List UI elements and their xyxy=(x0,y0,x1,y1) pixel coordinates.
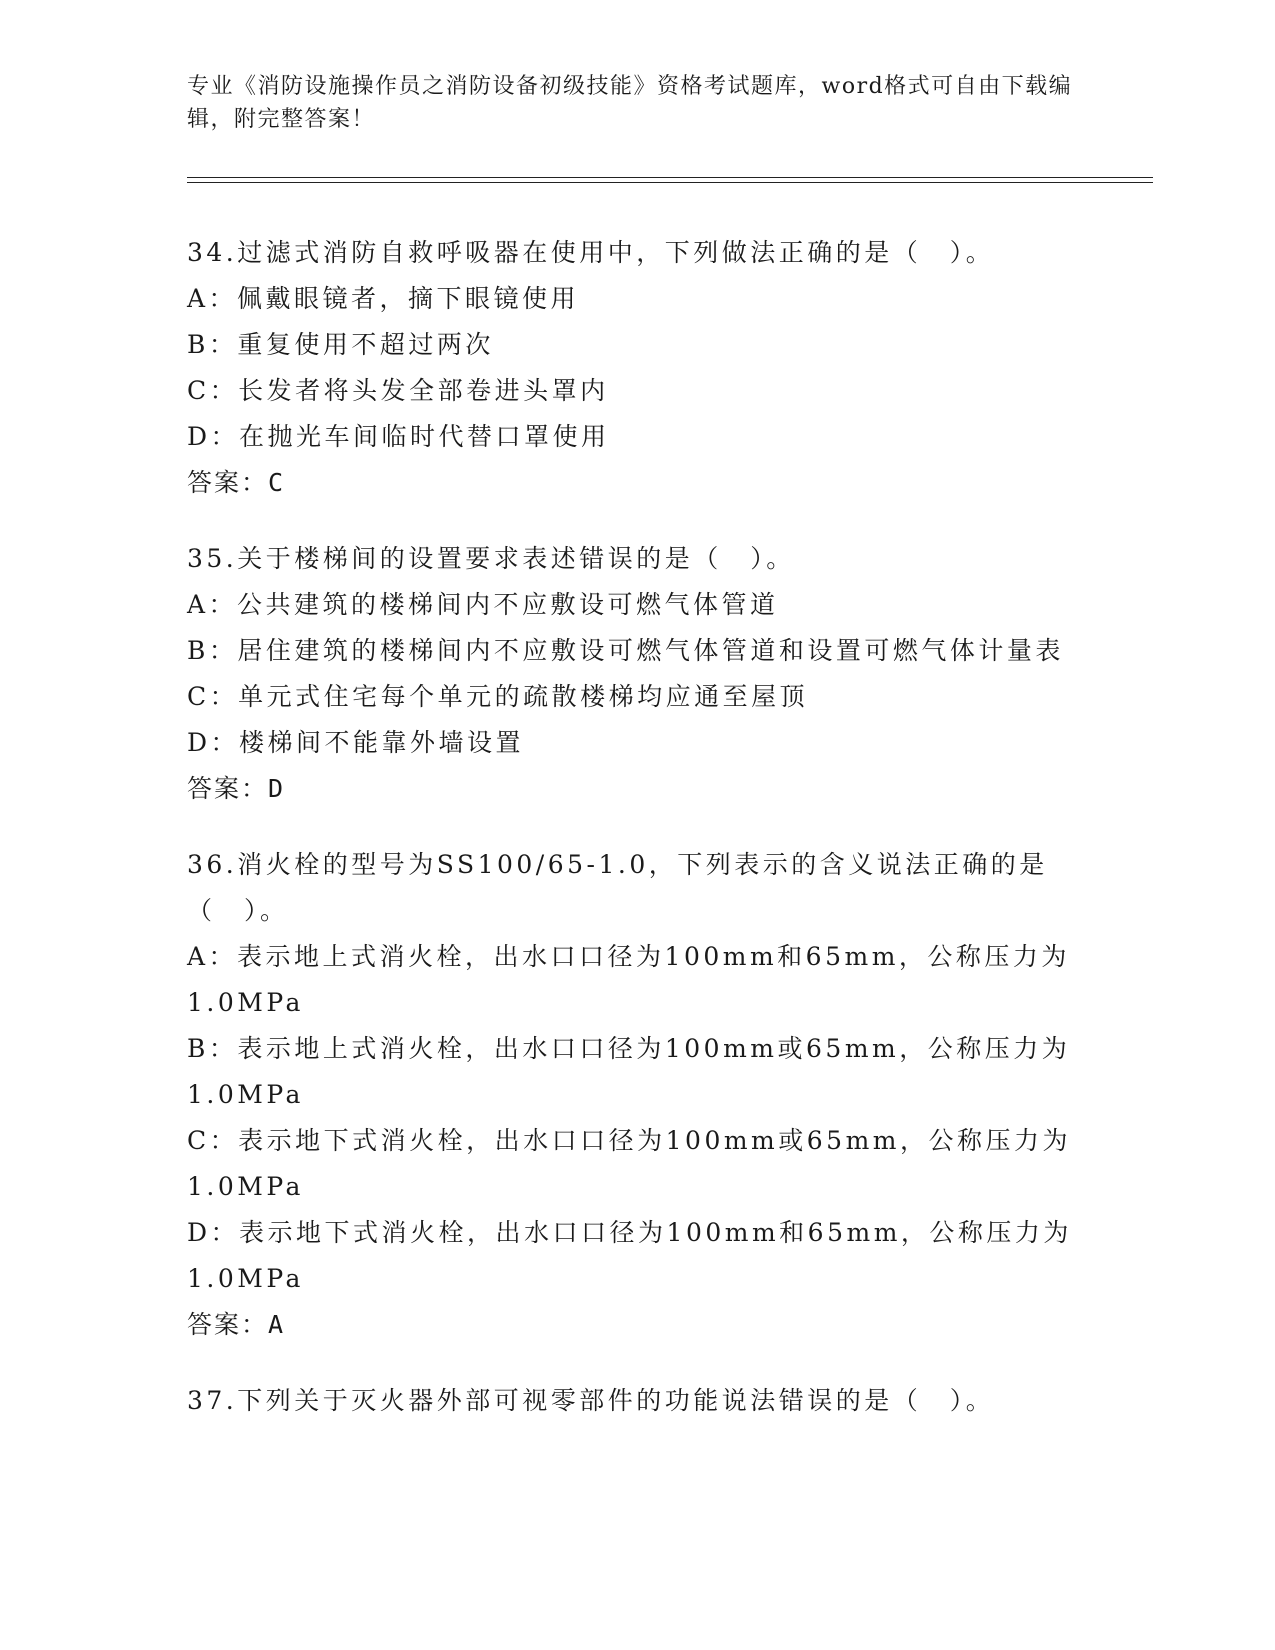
question-stem: 34.过滤式消防自救呼吸器在使用中，下列做法正确的是（ ）。 xyxy=(187,238,995,267)
option-b: B：表示地上式消火栓，出水口口径为100mm或65mm，公称压力为1.0MPa xyxy=(187,1034,1071,1109)
answer-value: C xyxy=(268,468,285,497)
header-divider-bottom xyxy=(187,182,1153,183)
answer-line xyxy=(187,766,1087,812)
answer-label: 答案： xyxy=(187,468,269,497)
question-36 xyxy=(187,842,1087,1348)
option-d: D：在抛光车间临时代替口罩使用 xyxy=(187,422,610,451)
answer-line xyxy=(187,1302,1087,1348)
answer-value: A xyxy=(268,1310,285,1339)
option-a: A：公共建筑的楼梯间内不应敷设可燃气体管道 xyxy=(187,590,779,619)
question-34 xyxy=(187,230,1087,506)
option-a: A：表示地上式消火栓，出水口口径为100mm和65mm，公称压力为1.0MPa xyxy=(187,942,1070,1017)
answer-label: 答案： xyxy=(187,774,269,803)
document-header: 专业《消防设施操作员之消防设备初级技能》资格考试题库，word格式可自由下载编辑，附完整答案！ xyxy=(187,74,1073,132)
header-divider-top xyxy=(187,177,1153,178)
question-37 xyxy=(187,1378,1087,1424)
answer-line xyxy=(187,460,1087,506)
option-c: C：表示地下式消火栓，出水口口径为100mm或65mm，公称压力为1.0MPa xyxy=(187,1126,1071,1201)
question-list xyxy=(187,230,1087,1454)
question-35 xyxy=(187,536,1087,812)
option-c: C：单元式住宅每个单元的疏散楼梯均应通至屋顶 xyxy=(187,682,809,711)
answer-value: D xyxy=(268,774,285,803)
option-d: D：表示地下式消火栓，出水口口径为100mm和65mm，公称压力为1.0MPa xyxy=(187,1218,1072,1293)
question-stem: 35.关于楼梯间的设置要求表述错误的是（ ）。 xyxy=(187,544,795,573)
answer-label: 答案： xyxy=(187,1310,269,1339)
option-c: C：长发者将头发全部卷进头罩内 xyxy=(187,376,609,405)
option-d: D：楼梯间不能靠外墙设置 xyxy=(187,728,525,757)
question-stem: 37.下列关于灭火器外部可视零部件的功能说法错误的是（ ）。 xyxy=(187,1386,995,1415)
question-stem: 36.消火栓的型号为SS100/65-1.0，下列表示的含义说法正确的是（ ）。 xyxy=(187,850,1048,925)
option-a: A：佩戴眼镜者，摘下眼镜使用 xyxy=(187,284,580,313)
option-b: B：居住建筑的楼梯间内不应敷设可燃气体管道和设置可燃气体计量表 xyxy=(187,636,1064,665)
option-b: B：重复使用不超过两次 xyxy=(187,330,494,359)
